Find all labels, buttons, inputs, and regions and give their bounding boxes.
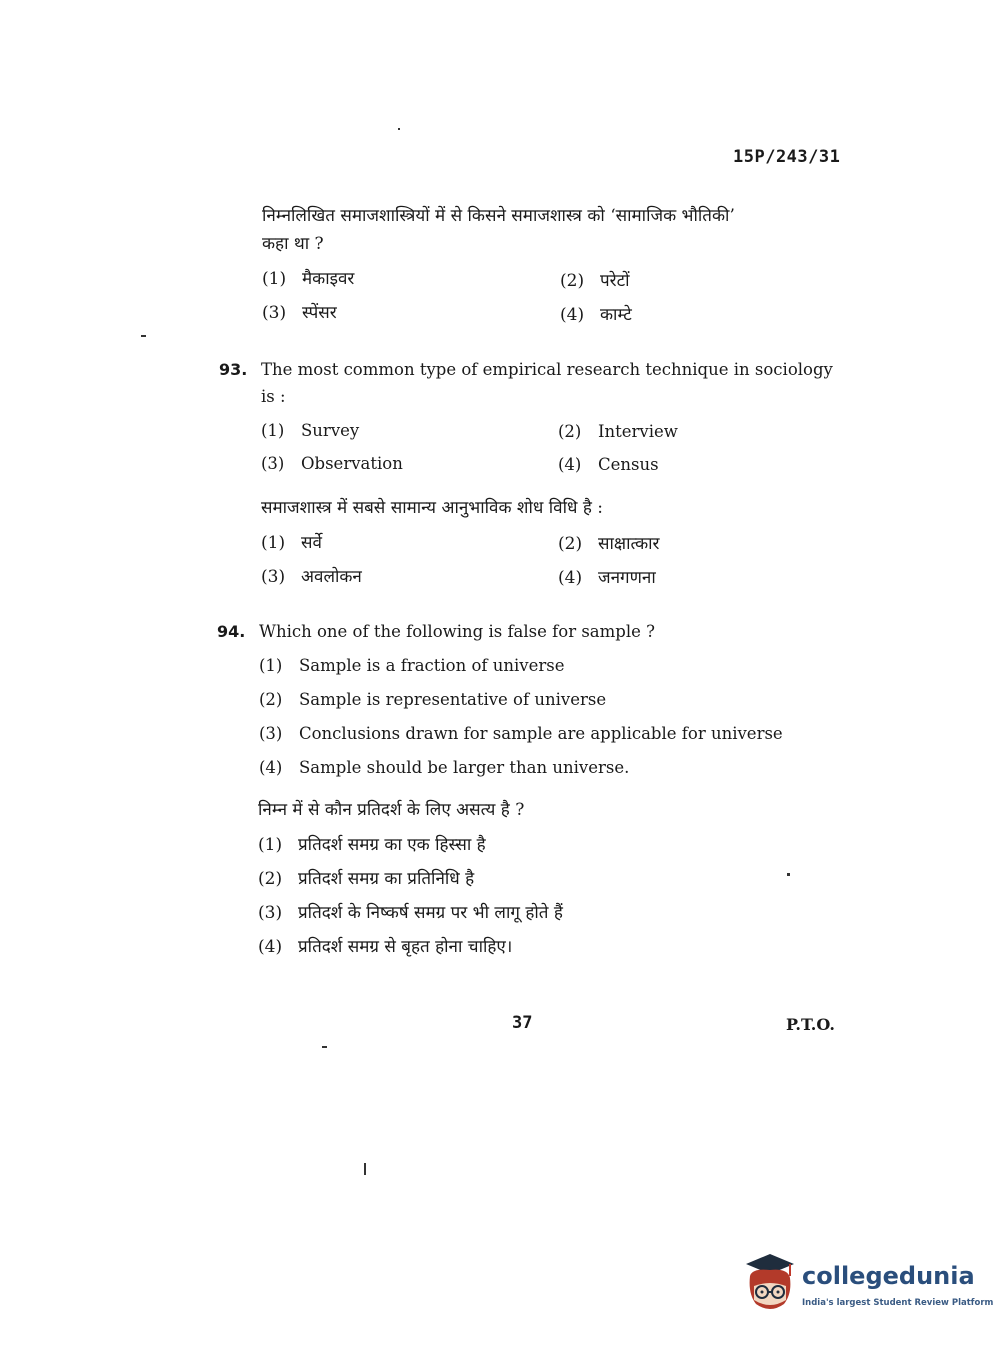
- option-text: Interview: [598, 422, 678, 441]
- option-text: सर्वे: [301, 533, 322, 553]
- option-text: Observation: [301, 454, 403, 473]
- q94-option-2: [259, 689, 606, 711]
- q94-number: 94.: [217, 622, 246, 641]
- scan-speck: [787, 873, 790, 876]
- option-number: (3): [261, 567, 286, 587]
- q93-option-3: [261, 453, 403, 475]
- option-text: परेटों: [600, 271, 630, 291]
- option-text: साक्षात्कार: [598, 534, 660, 554]
- option-text: Sample is a fraction of universe: [299, 656, 565, 675]
- q93-hindi-option-2: [558, 533, 660, 555]
- option-number: (1): [262, 269, 287, 289]
- option-number: (3): [259, 724, 283, 743]
- scan-speck: [322, 1046, 327, 1048]
- option-number: (4): [558, 568, 583, 588]
- option-number: (2): [258, 869, 283, 889]
- option-text: स्पेंसर: [302, 303, 337, 323]
- option-number: (4): [259, 758, 283, 777]
- q93-question-line1: The most common type of empirical research technique in sociology: [261, 360, 833, 379]
- page-number: 37: [512, 1013, 533, 1033]
- logo-name: collegedunia: [802, 1262, 975, 1290]
- scan-speck: [398, 128, 400, 130]
- option-number: (3): [262, 303, 287, 323]
- q92-option-2: [560, 270, 630, 292]
- q92-option-4: [560, 304, 632, 326]
- option-text: प्रतिदर्श के निष्कर्ष समग्र पर भी लागू होते हैं: [298, 903, 563, 923]
- option-text: Conclusions drawn for sample are applicable for universe: [299, 724, 783, 743]
- option-number: (2): [560, 271, 585, 291]
- q94-hindi-question: निम्न में से कौन प्रतिदर्श के लिए असत्य है ?: [258, 800, 525, 820]
- option-text: जनगणना: [598, 568, 656, 588]
- q94-option-4: [259, 757, 629, 779]
- q93-hindi-question: समाजशास्त्र में सबसे सामान्य आनुभाविक शोध विधि है :: [261, 498, 604, 518]
- logo-tagline: India's largest Student Review Platform: [802, 1298, 994, 1308]
- q94-question: Which one of the following is false for sample ?: [259, 622, 655, 641]
- q93-hindi-option-1: [261, 532, 322, 554]
- mascot-icon: [740, 1250, 800, 1320]
- option-text: Sample should be larger than universe.: [299, 758, 630, 777]
- option-number: (2): [558, 422, 582, 441]
- option-number: (4): [560, 305, 585, 325]
- option-number: (3): [258, 903, 283, 923]
- q94-hindi-option-2: [258, 868, 474, 890]
- q92-option-3: [262, 302, 337, 324]
- q94-hindi-option-3: [258, 902, 563, 924]
- option-text: काम्टे: [600, 305, 632, 325]
- q94-option-1: [259, 655, 565, 677]
- q92-option-1: [262, 268, 354, 290]
- option-number: (1): [261, 533, 286, 553]
- pto-label: P.T.O.: [786, 1015, 835, 1034]
- option-number: (1): [261, 421, 285, 440]
- option-text: अवलोकन: [301, 567, 362, 587]
- collegedunia-logo: [740, 1250, 994, 1325]
- option-number: (2): [558, 534, 583, 554]
- option-number: (1): [258, 835, 283, 855]
- paper-code: 15P/243/31: [733, 147, 841, 167]
- q94-hindi-option-4: [258, 936, 512, 958]
- q93-number: 93.: [219, 360, 248, 379]
- q93-hindi-option-4: [558, 567, 656, 589]
- option-text: प्रतिदर्श समग्र से बृहत होना चाहिए।: [298, 937, 513, 957]
- scan-speck: [364, 1163, 366, 1175]
- option-text: प्रतिदर्श समग्र का एक हिस्सा है: [298, 835, 486, 855]
- option-number: (4): [258, 937, 283, 957]
- option-text: Survey: [301, 421, 360, 440]
- q93-hindi-option-3: [261, 566, 362, 588]
- q93-question-line2: is :: [261, 387, 286, 406]
- option-text: Census: [598, 455, 659, 474]
- option-number: (3): [261, 454, 285, 473]
- q92-hindi-line2: कहा था ?: [262, 234, 324, 254]
- option-text: मैकाइवर: [302, 269, 355, 289]
- q94-hindi-option-1: [258, 834, 486, 856]
- option-text: प्रतिदर्श समग्र का प्रतिनिधि है: [298, 869, 475, 889]
- q92-hindi-line1: निम्नलिखित समाजशास्त्रियों में से किसने समाजशास्त्र को ‘सामाजिक भौतिकी’: [262, 206, 735, 226]
- option-number: (2): [259, 690, 283, 709]
- scan-speck: [141, 335, 146, 337]
- option-text: Sample is representative of universe: [299, 690, 607, 709]
- q93-option-2: [558, 421, 678, 443]
- q93-option-1: [261, 420, 359, 442]
- q94-option-3: [259, 723, 783, 745]
- option-number: (1): [259, 656, 283, 675]
- option-number: (4): [558, 455, 582, 474]
- q93-option-4: [558, 454, 659, 476]
